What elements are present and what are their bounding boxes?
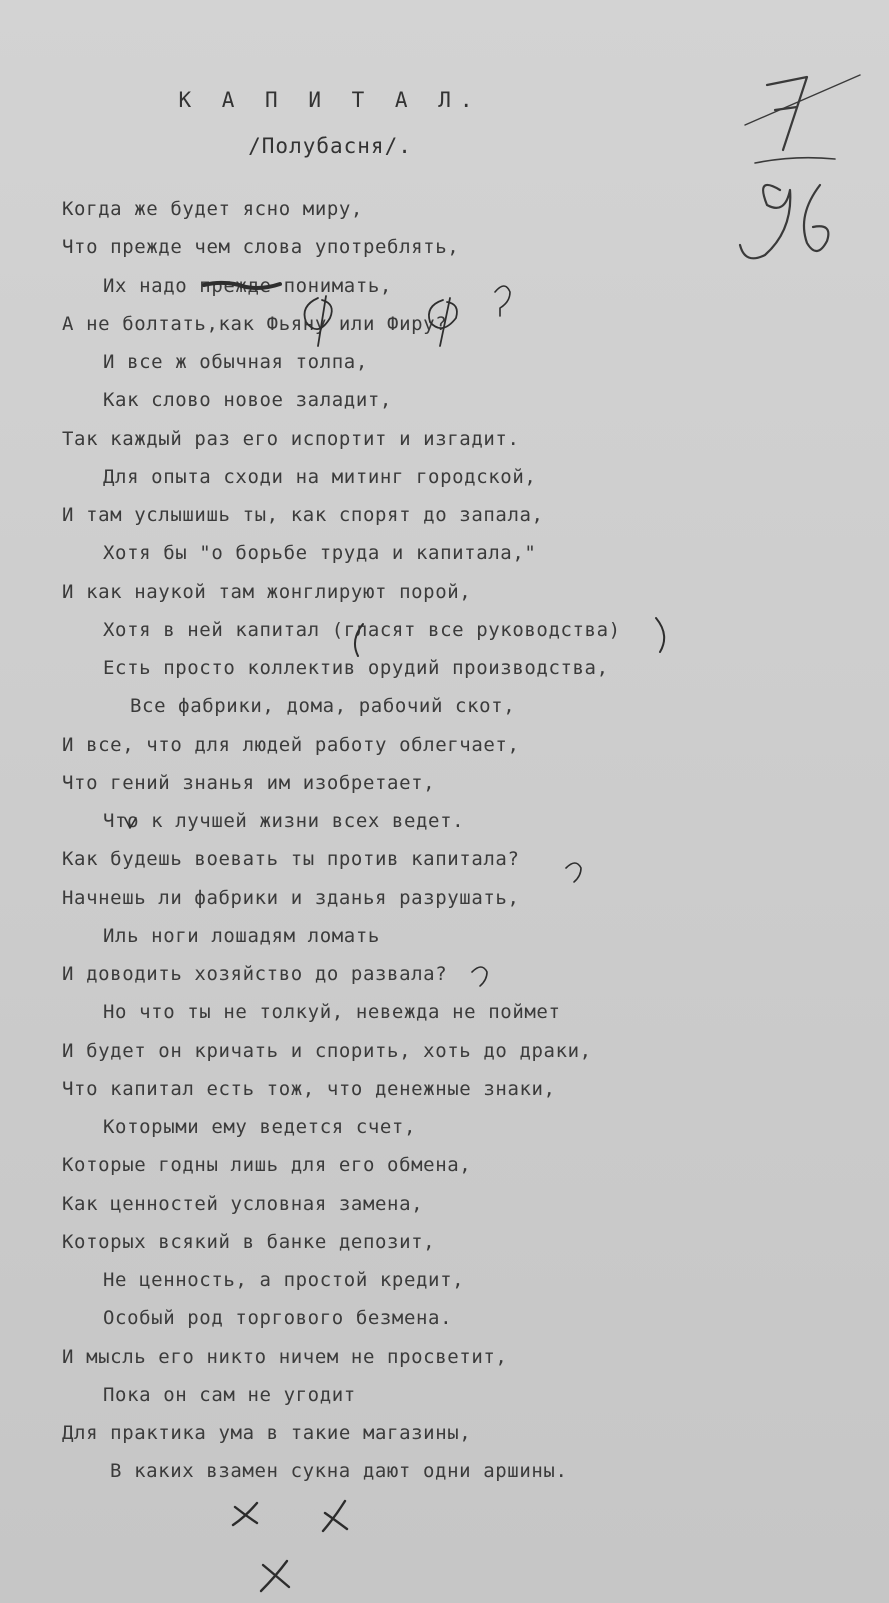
poem-line: Хотя в ней капитал (гласят все руководства) (103, 618, 621, 641)
poem-line: Есть просто коллектив орудий производства, (103, 657, 609, 679)
poem-title: К А П И Т А Л. (178, 88, 482, 112)
poem-line: Для практика ума в такие магазины, (62, 1422, 472, 1444)
poem-line: И будет он кричать и спорить, хоть до драки, (62, 1039, 592, 1062)
poem-line: А не болтать,как Фьяну или Фиру? (62, 312, 448, 335)
poem-line: Когда же будет ясно миру, (62, 198, 363, 220)
poem-line: Но что ты не толкуй, невежда не поймет (103, 1001, 561, 1024)
poem-line: Хотя бы "о борьбе труда и капитала," (103, 542, 537, 565)
poem-line: Иль ноги лошадям ломать (103, 924, 380, 947)
poem-line: Пока он сам не угодит (103, 1383, 356, 1406)
digit-nine-stroke (740, 185, 790, 258)
poem-line: И все ж обычная толпа, (103, 351, 368, 373)
poem-line: Что к лучшей жизни всех ведет. (103, 810, 465, 832)
poem-line: И там услышишь ты, как спорят до запала, (62, 504, 544, 526)
poem-line: Их надо прежде понимать, (103, 274, 392, 297)
poem-line: Что прежде чем слова употреблять, (62, 236, 460, 259)
handwritten-check-marks (215, 1495, 385, 1600)
poem-line: И доводить хозяйство до развала? (62, 963, 448, 985)
poem-body (62, 190, 702, 1491)
poem-line: Так каждый раз его испортит и изгадит. (62, 427, 520, 450)
cross-mark (233, 1503, 257, 1525)
poem-line: Что капитал есть тож, что денежные знаки, (62, 1077, 556, 1100)
poem-line: Все фабрики, дома, рабочий скот, (130, 695, 516, 718)
slash-stroke (745, 75, 860, 125)
digit-seven-cross (775, 107, 797, 110)
poem-line: Как будешь воевать ты против капитала? (62, 848, 520, 871)
poem-line: Как слово новое заладит, (103, 389, 392, 412)
poem-line: В каких взамен сукна дают одни аршины. (110, 1460, 568, 1483)
poem-line: Не ценность, а простой кредит, (103, 1269, 465, 1291)
poem-line: Начнешь ли фабрики и зданья разрушать, (62, 886, 520, 909)
cross-mark (261, 1561, 289, 1591)
poem-line: И как наукой там жонглируют порой, (62, 580, 472, 603)
handwritten-page-number (735, 55, 865, 275)
poem-line: И все, что для людей работу облегчает, (62, 733, 520, 756)
poem-line: И мысль его никто ничем не просветит, (62, 1345, 508, 1368)
poem-line: Как ценностей условная замена, (62, 1192, 424, 1215)
poem-line: Которых всякий в банке депозит, (62, 1230, 436, 1253)
poem-line: Для опыта сходи на митинг городской, (103, 465, 537, 488)
cross-mark (323, 1501, 347, 1531)
poem-line: Которые годны лишь для его обмена, (62, 1154, 472, 1177)
poem-line: Что гений знанья им изобретает, (62, 771, 436, 794)
digit-six-stroke (804, 185, 828, 251)
poem-line: Которыми ему ведется счет, (103, 1116, 417, 1138)
poem-line: Особый род торгового безмена. (103, 1307, 453, 1330)
poem-subtitle: /Полубасня/. (248, 134, 412, 158)
